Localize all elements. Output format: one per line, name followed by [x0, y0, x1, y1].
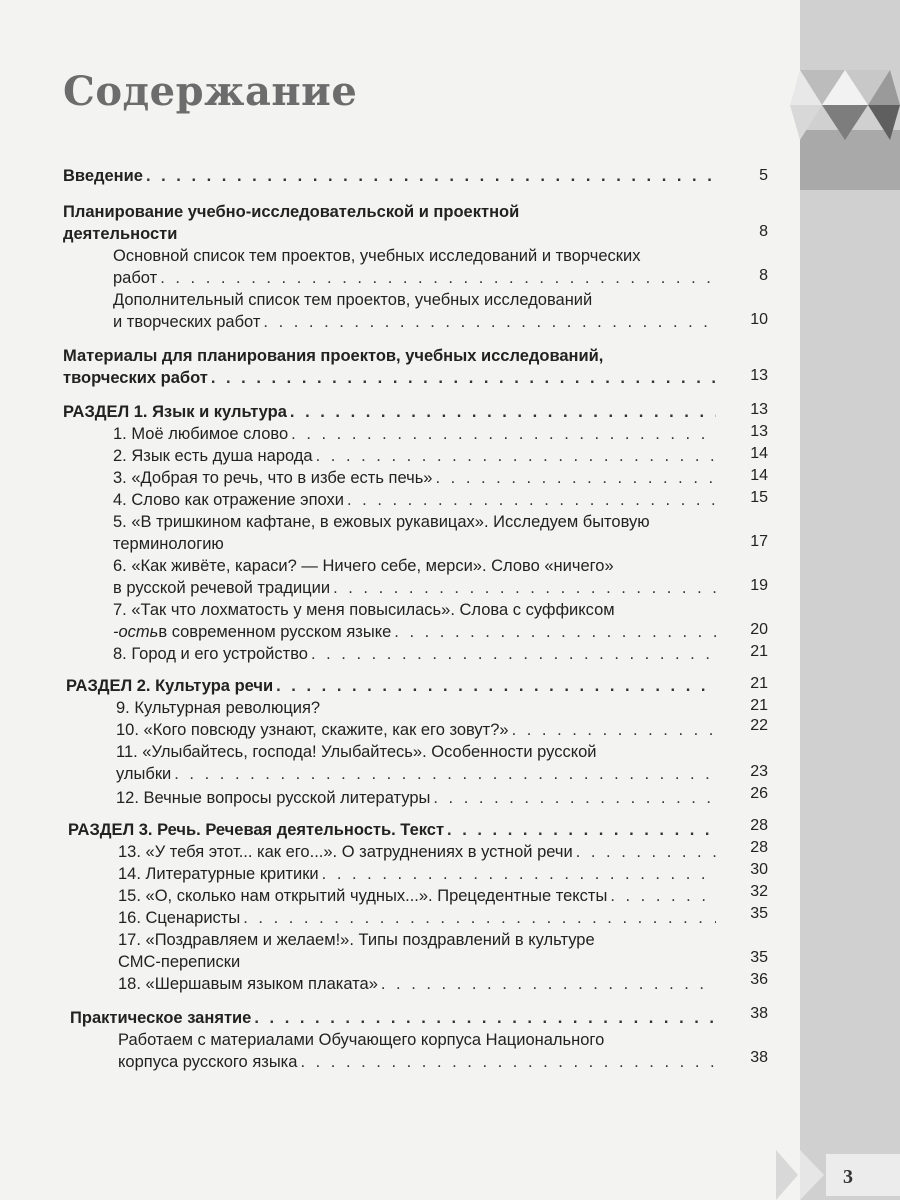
toc-entry-9[interactable]: 9. Культурная революция?: [116, 699, 321, 717]
toc-page: 19: [750, 577, 768, 594]
toc-entry-5[interactable]: 5. «В тришкином кафтане, в ежовых рукавицах». Исследуем бытовую: [113, 513, 650, 531]
toc-entry-planning[interactable]: Планирование учебно-исследовательской и проектной: [63, 203, 520, 221]
toc-page: 8: [759, 267, 768, 284]
toc-entry-17-cont[interactable]: СМС-переписки: [118, 953, 241, 971]
toc-entry-10[interactable]: 10. «Кого повсюду узнают, скажите, как его зовут?» . . .: [116, 718, 722, 740]
toc-page: 8: [759, 223, 768, 240]
toc-entry-materials-cont[interactable]: творческих работ . . .: [63, 366, 722, 388]
toc-entry-3[interactable]: 3. «Добрая то речь, что в избе есть печь» . . .: [113, 466, 722, 488]
toc-entry-16[interactable]: 16. Сценаристы . . .: [118, 906, 722, 928]
toc-page: 15: [750, 489, 768, 506]
toc-entry-4[interactable]: 4. Слово как отражение эпохи . . .: [113, 488, 722, 510]
page-title: Содержание: [63, 68, 358, 115]
toc-section-1[interactable]: РАЗДЕЛ 1. Язык и культура . . .: [63, 400, 722, 422]
toc-page: 21: [750, 643, 768, 660]
toc-entry-11[interactable]: 11. «Улыбайтесь, господа! Улыбайтесь». Особенности русской: [116, 743, 597, 761]
toc-page: 14: [750, 467, 768, 484]
toc-page: 23: [750, 763, 768, 780]
toc-page: 17: [750, 533, 768, 550]
toc-entry-5-cont[interactable]: терминологию: [113, 535, 224, 553]
toc-page: 36: [750, 971, 768, 988]
toc-page: 28: [750, 817, 768, 834]
toc-entry-extra-list[interactable]: Дополнительный список тем проектов, учебных исследований: [113, 291, 593, 309]
toc-page: 35: [750, 949, 768, 966]
toc-page: 30: [750, 861, 768, 878]
toc-page: 22: [750, 717, 768, 734]
toc-section-2[interactable]: РАЗДЕЛ 2. Культура речи . . .: [66, 674, 722, 696]
toc-entry-15[interactable]: 15. «О, сколько нам открытий чудных...». Прецедентные тексты . . .: [118, 884, 722, 906]
toc-page: 20: [750, 621, 768, 638]
toc-page: 21: [750, 675, 768, 692]
toc-entry-7-cont[interactable]: -ость в современном русском языке . . .: [113, 620, 722, 642]
toc-entry-7[interactable]: 7. «Так что лохматость у меня повысилась». Слова с суффиксом: [113, 601, 615, 619]
toc-entry-14[interactable]: 14. Литературные критики . . .: [118, 862, 722, 884]
toc-page: 13: [750, 367, 768, 384]
toc-page: 10: [750, 311, 768, 328]
toc-page: 14: [750, 445, 768, 462]
toc-entry-practice-corpus-cont[interactable]: корпуса русского языка . . .: [118, 1050, 722, 1072]
toc-entry-12[interactable]: 12. Вечные вопросы русской литературы . . .: [116, 786, 722, 808]
toc-entry-intro[interactable]: Введение . . .: [63, 164, 722, 186]
toc-entry-8[interactable]: 8. Город и его устройство . . .: [113, 642, 722, 664]
toc-page: 35: [750, 905, 768, 922]
toc-section-3[interactable]: РАЗДЕЛ 3. Речь. Речевая деятельность. Текст . . .: [68, 818, 722, 840]
toc-entry-18[interactable]: 18. «Шершавым языком плаката» . . .: [118, 972, 722, 994]
page-number: 3: [843, 1166, 853, 1188]
toc-page: 32: [750, 883, 768, 900]
toc-page: 21: [750, 697, 768, 714]
toc-entry-practice-corpus[interactable]: Работаем с материалами Обучающего корпуса Национального: [118, 1031, 605, 1049]
toc-page: 38: [750, 1049, 768, 1066]
toc-entry-planning-cont[interactable]: деятельности: [63, 225, 178, 243]
toc-page: 26: [750, 785, 768, 802]
toc-entry-6[interactable]: 6. «Как живёте, караси? — Ничего себе, мерси». Слово «ничего»: [113, 557, 614, 575]
toc-entry-11-cont[interactable]: улыбки . . .: [116, 762, 722, 784]
toc-page: 28: [750, 839, 768, 856]
toc-entry-17[interactable]: 17. «Поздравляем и желаем!». Типы поздравлений в культуре: [118, 931, 595, 949]
toc-entry-1[interactable]: 1. Моё любимое слово . . .: [113, 422, 722, 444]
toc-entry-materials[interactable]: Материалы для планирования проектов, учебных исследований,: [63, 347, 604, 365]
toc-entry-2[interactable]: 2. Язык есть душа народа . . .: [113, 444, 722, 466]
toc-entry-main-list-cont[interactable]: работ . . .: [113, 266, 722, 288]
triangle-ornament-icon: [790, 70, 900, 140]
toc-entry-practice[interactable]: Практическое занятие . . .: [70, 1006, 722, 1028]
toc-page: 13: [750, 401, 768, 418]
toc-entry-extra-list-cont[interactable]: и творческих работ . . .: [113, 310, 722, 332]
toc-page: 5: [759, 167, 768, 184]
toc-page: 13: [750, 423, 768, 440]
toc-entry-6-cont[interactable]: в русской речевой традиции . . .: [113, 576, 722, 598]
toc-entry-main-list[interactable]: Основной список тем проектов, учебных исследований и творческих: [113, 247, 641, 265]
toc-page: 38: [750, 1005, 768, 1022]
toc-entry-13[interactable]: 13. «У тебя этот... как его...». О затруднениях в устной речи . . .: [118, 840, 722, 862]
